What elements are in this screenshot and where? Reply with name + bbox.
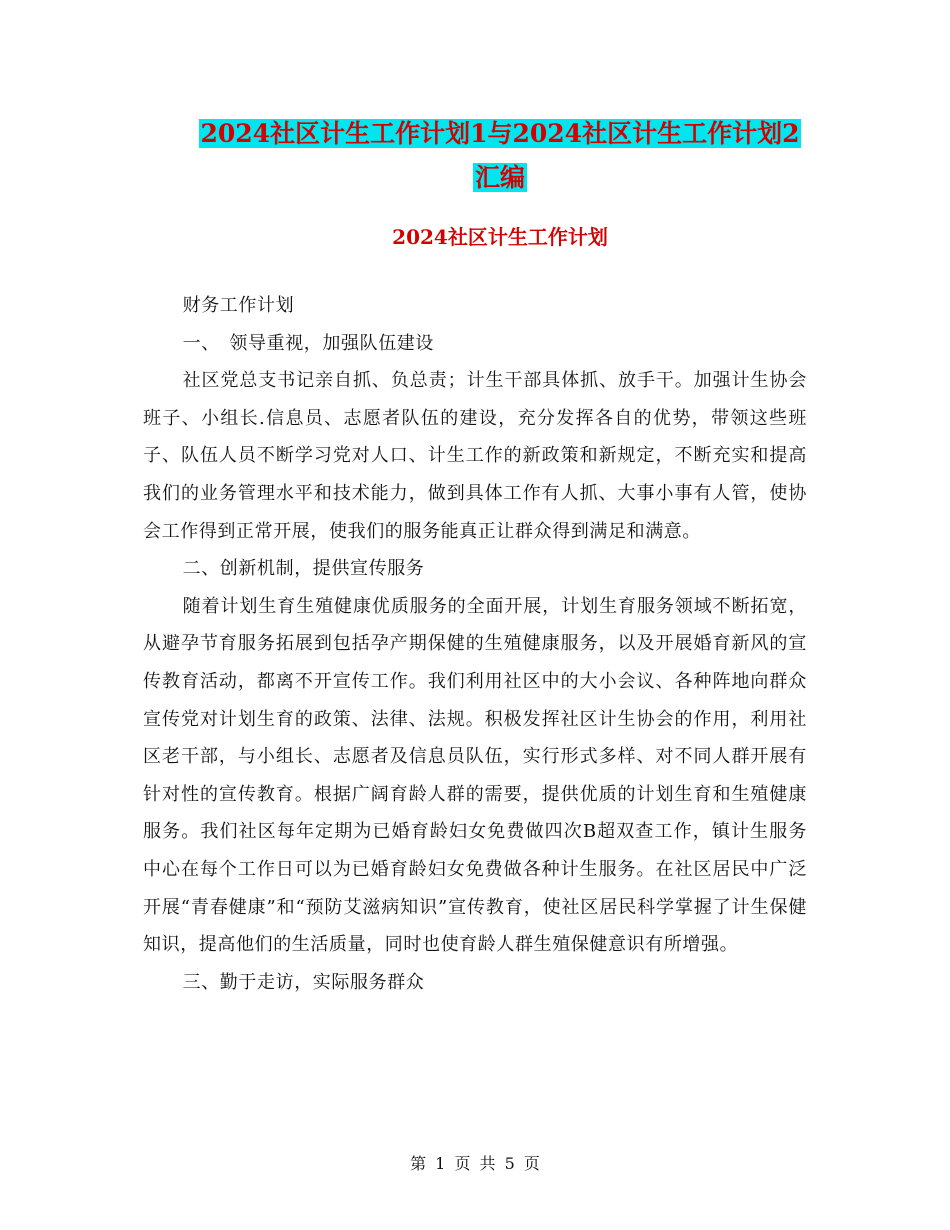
- paragraph: 二、创新机制，提供宣传服务: [182, 558, 425, 580]
- document-title: [140, 112, 860, 200]
- page-footer: 第 1 页 共 5 页: [410, 1154, 540, 1173]
- paragraph: 财务工作计划: [182, 295, 295, 316]
- document-title-line-2: 汇编: [474, 163, 525, 192]
- paragraph: 随着计划生育生殖健康优质服务的全面开展，计划生育服务领域不断拓宽，从避孕节育服务拓展到包括孕产期保健的生殖健康服务，以及开展婚育新风的宣传教育活动，都离不开宣传工作。我们利用社区中的大小会议、各种阵地向群众宣传党对计划生育的政策、法律、法规。积极发挥社区计生协会的作用，利用社区老干部，与小组长、志愿者及信息员队伍，实行形式多样、对不同人群开展有针对性的宣传教育。根据广阔育龄人群的需要，提供优质的计划生育和生殖健康服务。我们社区每年定期为已婚育龄妇女免费做四次B超双查工作，镇计生服务中心在每个工作日可以为已婚育龄妇女免费做各种计生服务。在社区居民中广泛开展“青春健康”和“预防艾滋病知识”宣传教育，使社区居民科学掌握了计生保健知识，提高他们的生活质量，同时也使育龄人群生殖保健意识有所增强。: [143, 595, 807, 956]
- paragraph: 三、勤于走访，实际服务群众: [182, 971, 425, 993]
- document-body: [143, 287, 807, 1001]
- paragraph: 社区党总支书记亲自抓、负总责；计生干部具体抓、放手干。加强计生协会班子、小组长.信息员、志愿者队伍的建设，充分发挥各自的优势，带领这些班子、队伍人员不断学习党对人口、计生工作的新政策和新规定，不断充实和提高我们的业务管理水平和技术能力，做到具体工作有人抓、大事小事有人管，使协会工作得到正常开展，使我们的服务能真正让群众得到满足和满意。: [143, 370, 807, 542]
- document-title-line-1: 2024社区计生工作计划1与2024社区计生工作计划2: [200, 119, 800, 148]
- paragraph: 一、 领导重视，加强队伍建设: [182, 332, 434, 354]
- section-title: 2024社区计生工作计划: [392, 225, 608, 249]
